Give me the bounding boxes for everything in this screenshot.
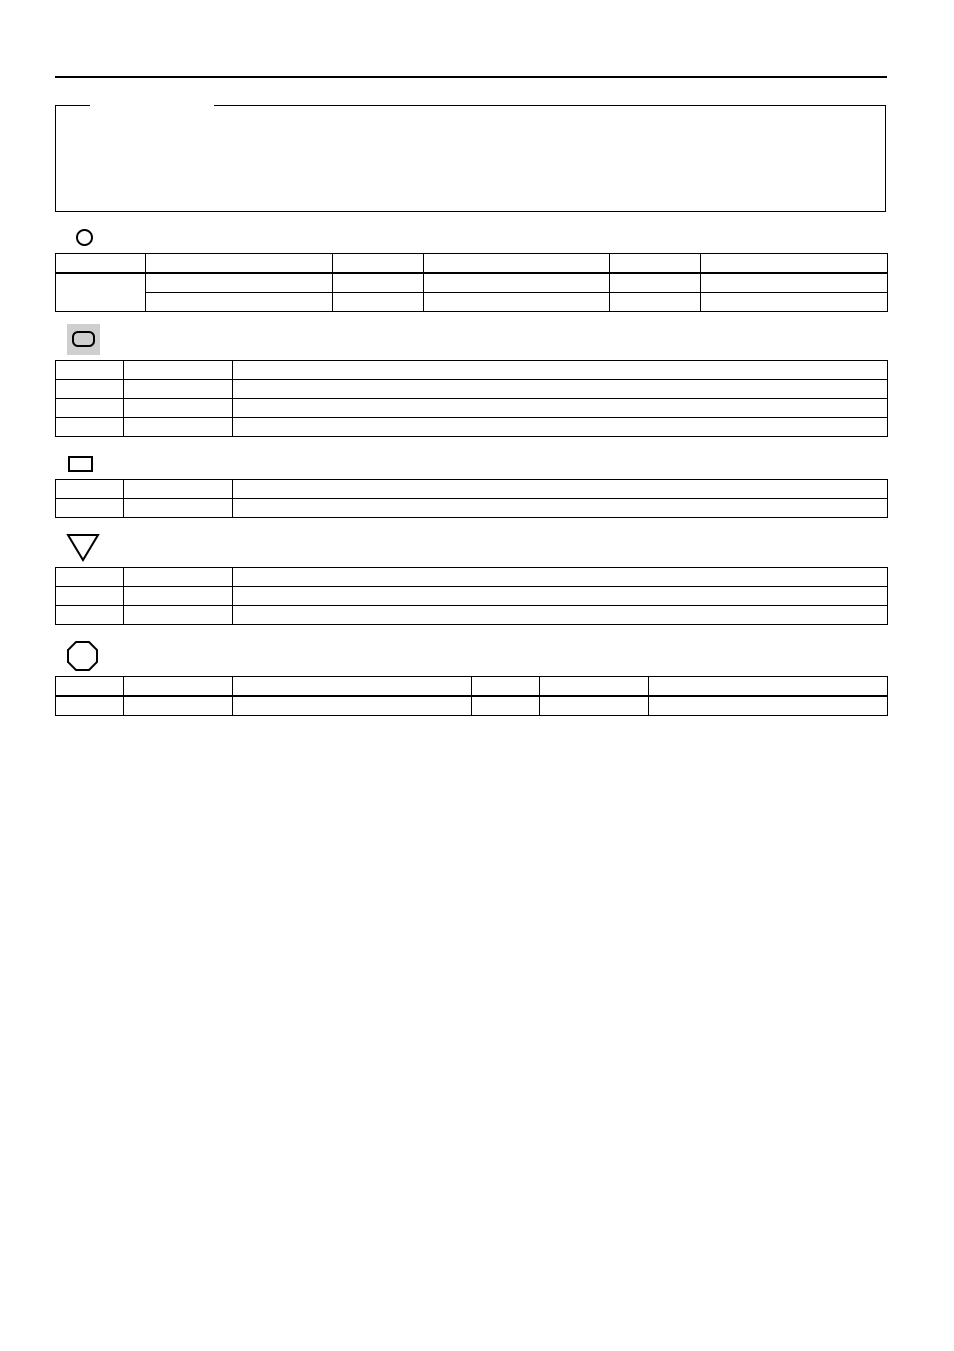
table-cell — [124, 696, 233, 716]
rounded-rectangle-icon — [72, 331, 95, 347]
table-cell — [540, 696, 649, 716]
table-cell — [233, 499, 888, 518]
table-cell — [333, 273, 424, 293]
table-cell — [56, 399, 124, 418]
table-cell — [233, 677, 472, 697]
table-cell — [233, 361, 888, 380]
table-cell — [540, 677, 649, 697]
table-cell — [146, 273, 333, 293]
table-cell — [233, 480, 888, 499]
header-rule — [55, 76, 887, 78]
table-cell — [56, 273, 146, 312]
table-cell — [610, 254, 701, 274]
table-cell — [233, 418, 888, 437]
table-cell — [56, 361, 124, 380]
table-cell — [56, 418, 124, 437]
note-title — [90, 103, 214, 107]
table-cell — [56, 380, 124, 399]
rounded-rectangle-table — [55, 360, 888, 437]
table-cell — [649, 677, 888, 697]
table-cell — [701, 293, 888, 312]
table-cell — [424, 273, 610, 293]
table-cell — [233, 568, 888, 587]
table-cell — [333, 254, 424, 274]
note-box — [55, 105, 886, 212]
table-cell — [56, 568, 124, 587]
table-cell — [472, 696, 540, 716]
table-cell — [233, 399, 888, 418]
octagon-table — [55, 676, 888, 716]
octagon-icon — [66, 640, 99, 672]
rectangle-table — [55, 479, 888, 518]
table-cell — [124, 418, 233, 437]
table-cell — [56, 587, 124, 606]
table-cell — [56, 677, 124, 697]
table-cell — [424, 293, 610, 312]
table-cell — [146, 293, 333, 312]
table-cell — [124, 587, 233, 606]
table-cell — [333, 293, 424, 312]
table-cell — [233, 380, 888, 399]
table-cell — [124, 568, 233, 587]
rectangle-icon — [68, 456, 93, 472]
table-cell — [610, 273, 701, 293]
table-cell — [56, 499, 124, 518]
table-cell — [56, 606, 124, 625]
table-cell — [56, 696, 124, 716]
table-cell — [701, 254, 888, 274]
circle-icon — [76, 229, 93, 246]
table-cell — [124, 399, 233, 418]
table-cell — [124, 380, 233, 399]
table-cell — [56, 480, 124, 499]
table-cell — [124, 361, 233, 380]
triangle-table — [55, 567, 888, 625]
triangle-down-icon — [66, 533, 100, 562]
table-cell — [124, 480, 233, 499]
table-cell — [233, 696, 472, 716]
table-cell — [610, 293, 701, 312]
table-cell — [649, 696, 888, 716]
table-cell — [124, 677, 233, 697]
table-cell — [233, 587, 888, 606]
table-cell — [472, 677, 540, 697]
table-cell — [124, 606, 233, 625]
table-cell — [701, 273, 888, 293]
table-cell — [146, 254, 333, 274]
table-cell — [424, 254, 610, 274]
table-cell — [233, 606, 888, 625]
table-cell — [124, 499, 233, 518]
circle-table — [55, 253, 888, 312]
table-cell — [56, 254, 146, 274]
